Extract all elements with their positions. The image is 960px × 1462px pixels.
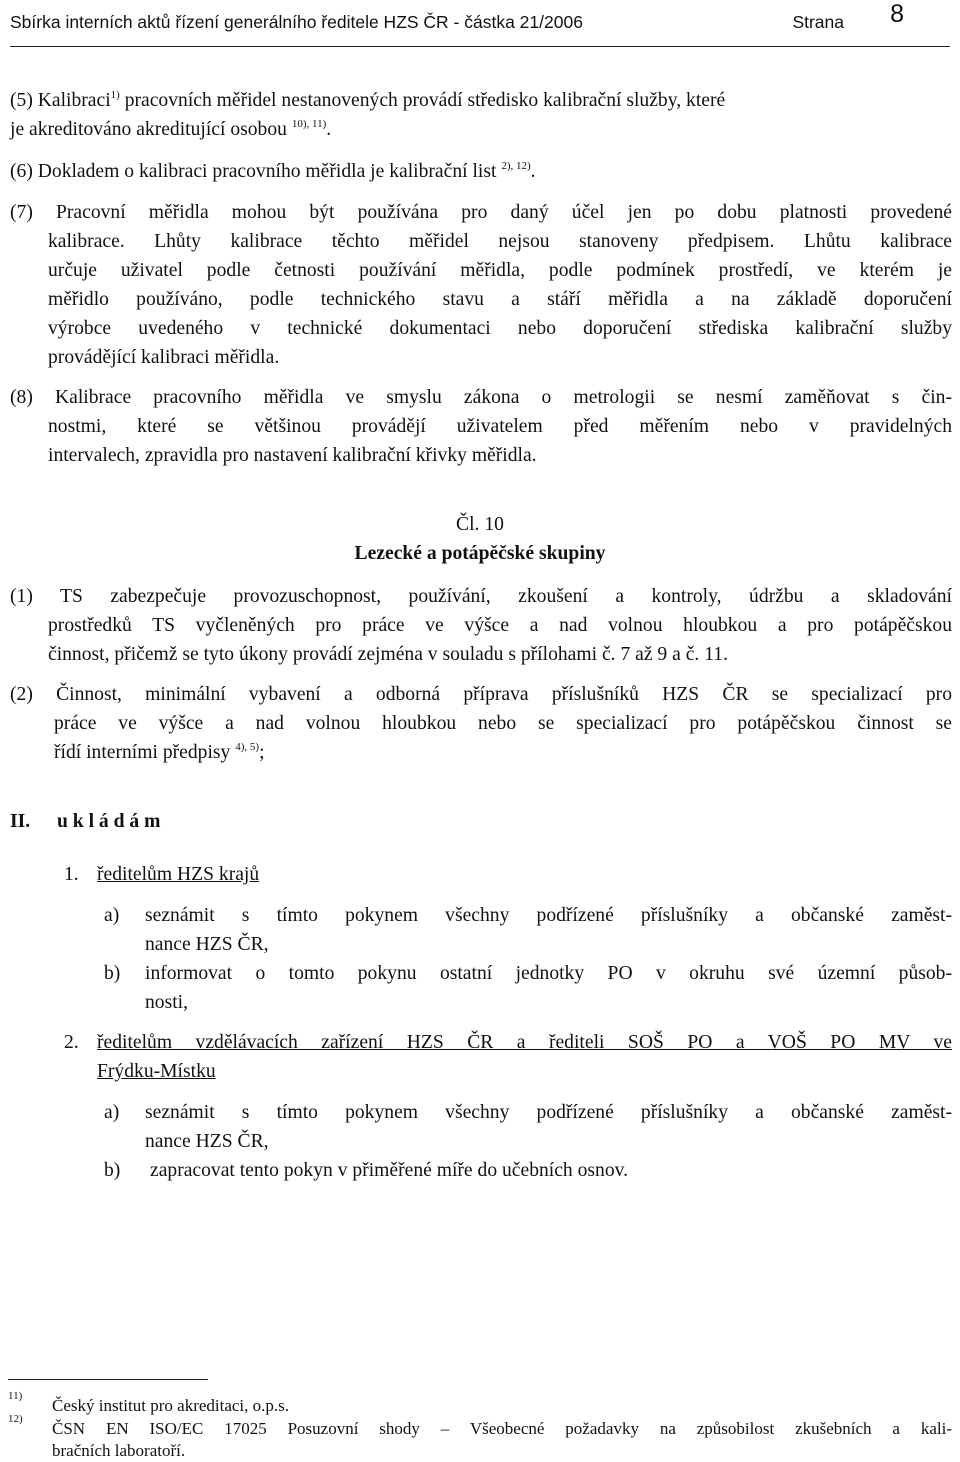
para-8-line-3: intervalech, zpravidla pro nastavení kalibrační křivky měřidla.: [48, 445, 537, 466]
art-2-end: ;: [259, 742, 265, 763]
footnote-ref: 2), 12): [501, 160, 531, 172]
order-2-a-line-1: seznámit s tímto pokynem všechny podřízené příslušníky a občanské zaměst-: [145, 1102, 952, 1123]
footnote-ref: 1): [110, 89, 120, 101]
footnote-divider: [8, 1379, 208, 1380]
section-title: u k l á d á m: [57, 811, 161, 832]
order-1-a-line-1: seznámit s tímto pokynem všechny podřízené příslušníky a občanské zaměst-: [145, 905, 952, 926]
order-2-number: 2.: [64, 1032, 79, 1053]
order-1-b-label: b): [104, 963, 121, 984]
footnote-12-mark: 12): [8, 1413, 23, 1425]
para-5-text-a: (5) Kalibraci: [10, 90, 111, 111]
para-7-line-3: určuje uživatel podle četnosti používání měřidla, podle podmínek prostředí, ve kterém je: [48, 260, 952, 281]
order-2-target-line-1: ředitelům vzdělávacích zařízení HZS ČR a řediteli SOŠ PO a VOŠ PO MV ve: [97, 1032, 952, 1053]
footnote-12-text-2: bračních laboratoří.: [52, 1441, 186, 1460]
para-5-line-1: [10, 86, 950, 115]
footnote-ref: 10), 11): [291, 118, 327, 130]
order-2-target-line-2: Frýdku-Místku: [97, 1061, 216, 1082]
para-6-text: (6) Dokladem o kalibraci pracovního měřidla je kalibrační list: [10, 161, 497, 182]
para-7-line-1: (7) Pracovní měřidla mohou být používána pro daný účel jen po dobu platnosti provedené: [10, 202, 952, 223]
art-2-line-3: [54, 738, 265, 767]
para-6: [10, 157, 536, 186]
para-7-line-2: kalibrace. Lhůty kalibrace těchto měřidel nejsou stanoveny předpisem. Lhůtu kalibrace: [48, 231, 952, 252]
order-1-a-line-2: nance HZS ČR,: [145, 934, 269, 955]
article-number: Čl. 10: [456, 514, 504, 535]
order-1-b-line-1: informovat o tomto pokynu ostatní jednotky PO v okruhu své územní působ-: [145, 963, 952, 984]
section-number: II.: [10, 811, 31, 832]
para-5-text-b: pracovních měřidel nestanovených provádí středisko kalibrační služby, které: [119, 90, 726, 111]
para-5-line-2: [10, 115, 331, 144]
order-2-a-label: a): [104, 1102, 120, 1123]
para-7-line-4: měřidlo používáno, podle technického stavu a stáří měřidla a na základě doporučení: [48, 289, 952, 310]
header-page-label: Strana: [792, 12, 844, 32]
para-8-line-1: (8) Kalibrace pracovního měřidla ve smyslu zákona o metrologii se nesmí zaměňovat s čin-: [10, 387, 952, 408]
order-2-b-line-1: zapracovat tento pokyn v přiměřené míře do učebních osnov.: [150, 1160, 629, 1181]
order-1-number: 1.: [64, 864, 79, 885]
para-5-text-d: .: [326, 119, 332, 140]
art-2-line-1: (2) Činnost, minimální vybavení a odborná příprava příslušníků HZS ČR se specializací pro: [10, 684, 952, 705]
para-7-line-5: výrobce uvedeného v technické dokumentaci nebo doporučení střediska kalibrační služby: [48, 318, 952, 339]
art-2-line-2: práce ve výšce a nad volnou hloubkou nebo se specializací pro potápěčskou činnost se: [54, 713, 952, 734]
para-7-line-6: provádějící kalibraci měřidla.: [48, 347, 280, 368]
header-page-number: 8: [890, 0, 904, 28]
footnote-12-text: ČSN EN ISO/EC 17025 Posuzovní shody – Všeobecné požadavky na způsobilost zkušebních a kali-: [52, 1419, 952, 1438]
para-5-text-c: je akreditováno akreditující osobou: [10, 119, 287, 140]
order-1-target: ředitelům HZS krajů: [97, 864, 260, 885]
para-8-line-2: nostmi, které se většinou provádějí uživatelem před měřením nebo v pravidelných: [48, 416, 952, 437]
art-1-line-1: (1) TS zabezpečuje provozuschopnost, používání, zkoušení a kontroly, údržbu a skladování: [10, 586, 952, 607]
footnote-ref: 4), 5): [235, 741, 260, 753]
footnote-11-text: Český institut pro akreditaci, o.p.s.: [52, 1396, 290, 1415]
para-6-end: .: [530, 161, 536, 182]
page-header: [10, 0, 950, 47]
header-title: Sbírka interních aktů řízení generálního ředitele HZS ČR - částka 21/2006: [10, 12, 583, 32]
art-1-line-2: prostředků TS vyčleněných pro práce ve výšce a nad volnou hloubkou a pro potápěčskou: [48, 615, 952, 636]
order-1-b-line-2: nosti,: [145, 992, 189, 1013]
order-1-a-label: a): [104, 905, 120, 926]
article-title: Lezecké a potápěčské skupiny: [354, 543, 606, 564]
order-2-a-line-2: nance HZS ČR,: [145, 1131, 269, 1152]
art-2-text: řídí interními předpisy: [54, 742, 231, 763]
footnote-11-mark: 11): [8, 1390, 23, 1402]
art-1-line-3: činnost, přičemž se tyto úkony provádí zejména v souladu s přílohami č. 7 až 9 a č. 11.: [48, 644, 728, 665]
order-2-b-label: b): [104, 1160, 121, 1181]
